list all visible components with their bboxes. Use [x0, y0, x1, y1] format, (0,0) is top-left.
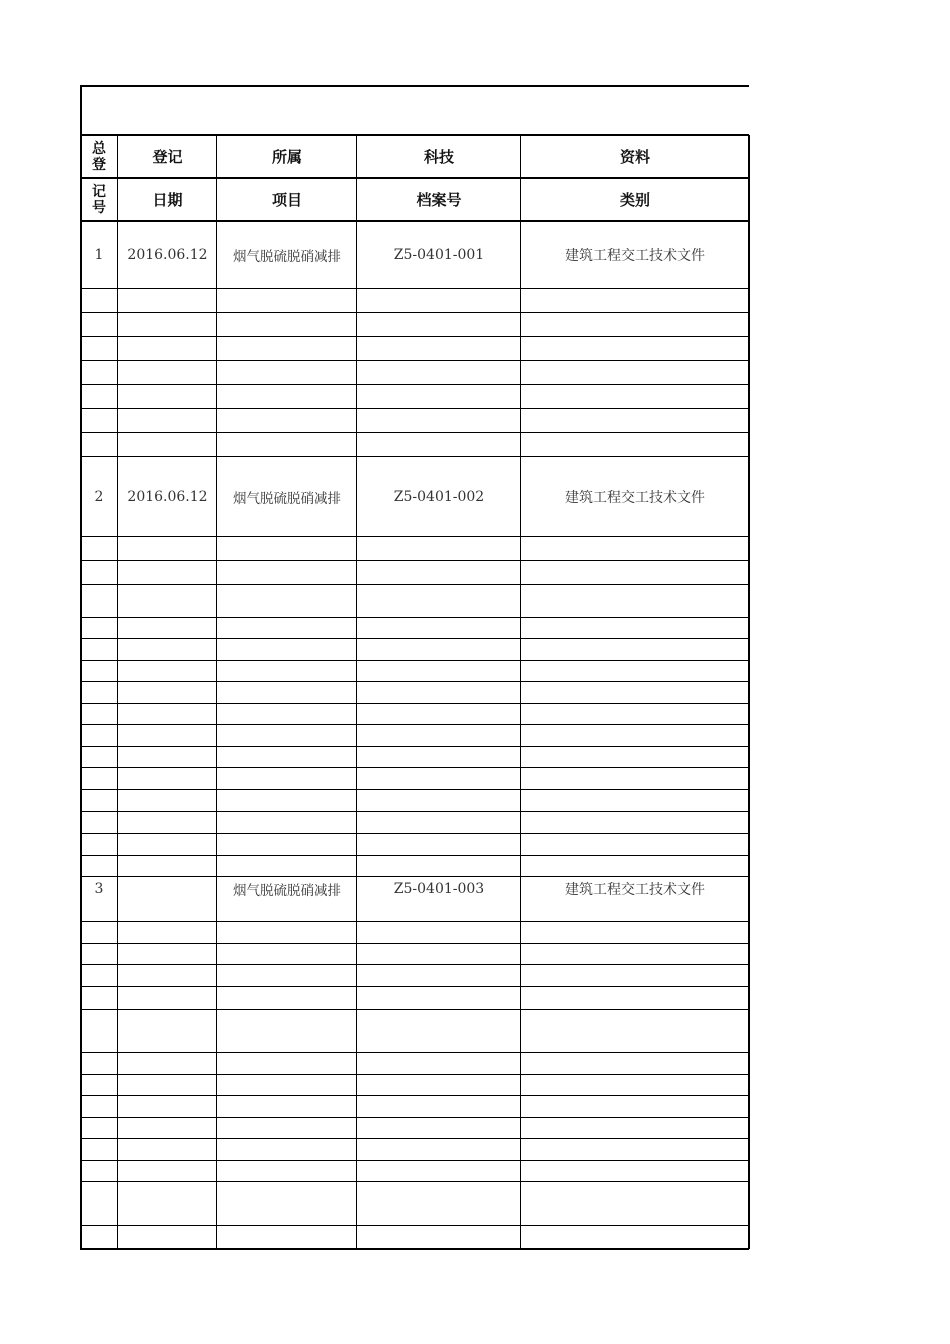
grid-rule — [80, 833, 749, 834]
grid-rule — [80, 336, 749, 337]
grid-rule — [80, 876, 749, 877]
grid-rule — [80, 855, 749, 856]
cell-project: 烟气脱硫脱硝减排 — [233, 491, 341, 507]
cell-project: 烟气脱硫脱硝减排 — [233, 249, 341, 265]
cell-date: 2016.06.12 — [127, 247, 208, 263]
grid-rule — [80, 964, 749, 965]
header-category-bottom: 类别 — [619, 191, 650, 209]
grid-rule — [80, 921, 749, 922]
grid-rule — [80, 724, 749, 725]
header-project-bottom: 项目 — [271, 191, 302, 209]
grid-rule — [80, 1009, 749, 1010]
grid-rule — [216, 135, 217, 1249]
grid-rule — [80, 638, 749, 639]
grid-rule — [80, 1138, 749, 1139]
grid-rule — [80, 360, 749, 361]
cell-project: 烟气脱硫脱硝减排 — [233, 883, 341, 899]
grid-rule — [80, 986, 749, 987]
cell-serial: 2 — [94, 489, 104, 505]
grid-rule — [80, 177, 749, 179]
grid-rule — [520, 135, 521, 1249]
grid-rule — [80, 681, 749, 682]
grid-rule — [80, 134, 749, 136]
grid-rule — [80, 789, 749, 790]
grid-rule — [80, 85, 749, 87]
header-archive-no-bottom: 档案号 — [416, 191, 462, 209]
grid-rule — [80, 1160, 749, 1161]
grid-rule — [80, 560, 749, 561]
cell-serial: 1 — [94, 247, 104, 263]
grid-rule — [80, 1074, 749, 1075]
grid-rule — [80, 1248, 749, 1250]
grid-rule — [80, 584, 749, 585]
grid-rule — [80, 1095, 749, 1096]
grid-rule — [80, 1117, 749, 1118]
cell-archive-no: Z5-0401-003 — [393, 881, 485, 897]
header-date-top: 登记 — [152, 148, 183, 166]
header-date-bottom: 日期 — [152, 191, 183, 209]
cell-date — [118, 856, 217, 922]
grid-rule — [80, 703, 749, 704]
grid-rule — [80, 288, 749, 289]
header-serial-bottom: 记 号 — [92, 183, 106, 216]
grid-rule — [117, 135, 118, 1249]
grid-rule — [80, 86, 82, 1249]
grid-rule — [80, 220, 749, 222]
grid-rule — [80, 767, 749, 768]
archive-register-table — [80, 86, 749, 1249]
grid-rule — [80, 943, 749, 944]
grid-rule — [80, 660, 749, 661]
grid-rule — [80, 1225, 749, 1226]
cell-serial: 3 — [94, 881, 104, 897]
grid-rule — [748, 135, 750, 1249]
grid-rule — [80, 384, 749, 385]
grid-rule — [80, 312, 749, 313]
grid-rule — [80, 1181, 749, 1182]
grid-rule — [80, 536, 749, 537]
header-archive-no-top: 科技 — [423, 148, 454, 166]
grid-rule — [356, 135, 357, 1249]
cell-archive-no: Z5-0401-002 — [393, 489, 485, 505]
header-project-top: 所属 — [271, 148, 302, 166]
cell-category: 建筑工程交工技术文件 — [565, 248, 705, 264]
header-category-top: 资料 — [619, 148, 650, 166]
grid-rule — [80, 811, 749, 812]
cell-archive-no: Z5-0401-001 — [393, 247, 485, 263]
cell-date: 2016.06.12 — [127, 489, 208, 505]
grid-rule — [80, 456, 749, 457]
grid-rule — [80, 1052, 749, 1053]
cell-category: 建筑工程交工技术文件 — [565, 490, 705, 506]
header-serial-top: 总 登 — [92, 140, 106, 173]
grid-rule — [80, 408, 749, 409]
cell-category: 建筑工程交工技术文件 — [565, 882, 705, 898]
grid-rule — [80, 432, 749, 433]
grid-rule — [80, 746, 749, 747]
grid-rule — [80, 617, 749, 618]
